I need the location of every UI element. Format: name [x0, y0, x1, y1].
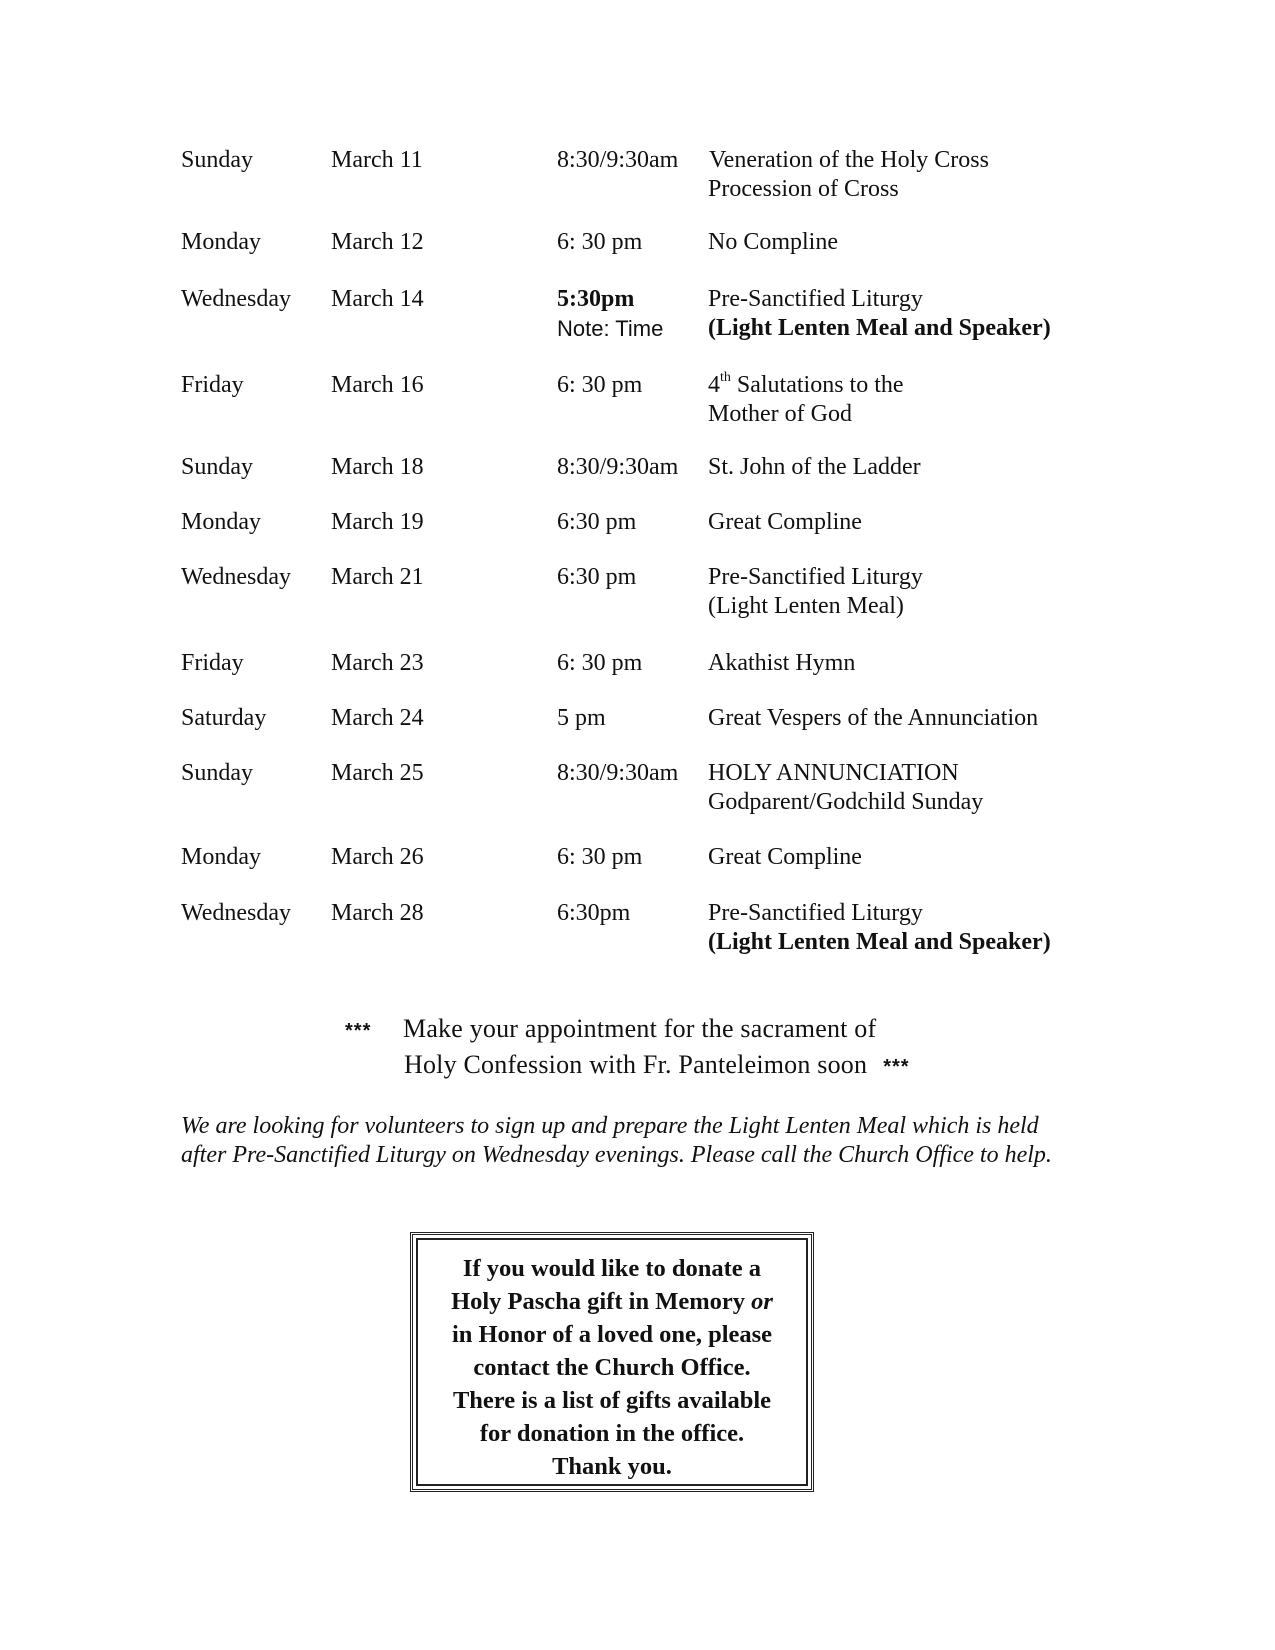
- row-time: 6:30 pm: [557, 564, 637, 590]
- row-date: March 24: [331, 705, 424, 731]
- row-event: [708, 508, 1121, 563]
- row-event: [708, 899, 1121, 959]
- row-time: 5:30pm: [557, 286, 635, 312]
- row-event: [708, 146, 1121, 228]
- schedule-row: [181, 649, 1121, 704]
- donation-line: Thank you.: [552, 1453, 672, 1480]
- row-event: [708, 843, 1121, 899]
- schedule-row: [181, 563, 1121, 649]
- event-line: [708, 371, 1121, 400]
- schedule-row: [181, 285, 1121, 371]
- row-day: Sunday: [181, 760, 253, 786]
- event-line: No Compline: [708, 229, 838, 255]
- schedule-row: [181, 759, 1121, 843]
- event-line: Mother of God: [708, 401, 852, 427]
- asterisks: ***: [883, 1056, 910, 1078]
- event-line: HOLY ANNUNCIATION: [708, 760, 959, 786]
- schedule-row: [181, 899, 1121, 959]
- donation-line: contact the Church Office.: [473, 1354, 751, 1381]
- volunteer-notice: [181, 1112, 1101, 1170]
- confession-notice: [345, 1012, 910, 1084]
- row-date: March 28: [331, 900, 424, 926]
- row-time-block: [557, 285, 708, 371]
- confession-line: [345, 1048, 910, 1084]
- row-day: Wednesday: [181, 286, 292, 312]
- event-line: Great Compline: [708, 509, 862, 535]
- row-day: Sunday: [181, 454, 253, 480]
- paren-open: (: [708, 929, 716, 955]
- donation-line: There is a list of gifts available: [452, 1387, 772, 1414]
- row-time: 8:30/9:30am: [557, 760, 679, 786]
- row-time: 6: 30 pm: [557, 229, 643, 255]
- row-time: 6:30 pm: [557, 509, 637, 535]
- event-line: Pre-Sanctified Liturgy: [708, 564, 923, 590]
- row-event: [708, 228, 1121, 285]
- row-date: March 23: [331, 650, 424, 676]
- row-day: Friday: [181, 650, 244, 676]
- donation-box: [410, 1232, 814, 1492]
- row-date: March 16: [331, 372, 424, 398]
- event-line: St. John of the Ladder: [708, 454, 921, 480]
- event-line: Akathist Hymn: [708, 650, 856, 676]
- row-time: 6: 30 pm: [557, 372, 643, 398]
- row-time: 8:30/9:30am: [557, 147, 679, 173]
- event-line: Godparent/Godchild Sunday: [708, 789, 984, 815]
- schedule-row: [181, 146, 1121, 228]
- row-event: [708, 704, 1121, 759]
- row-event: [708, 649, 1121, 704]
- row-day: Saturday: [181, 705, 267, 731]
- event-line: Great Compline: [708, 844, 862, 870]
- asterisks: ***: [345, 1020, 372, 1042]
- row-time: 5 pm: [557, 705, 606, 731]
- donation-line: If you would like to donate a: [462, 1255, 762, 1282]
- ordinal-suffix: th: [720, 370, 731, 385]
- row-date: March 18: [331, 454, 424, 480]
- donation-text-part: Holy Pascha gift in Memory: [451, 1288, 752, 1315]
- row-time: 6: 30 pm: [557, 650, 643, 676]
- schedule-row: [181, 228, 1121, 285]
- row-event: [708, 563, 1121, 649]
- donation-emphasis: or: [751, 1288, 773, 1315]
- event-emphasis: Light Lenten Meal and Speaker: [716, 929, 1043, 955]
- row-date: March 25: [331, 760, 424, 786]
- row-day: Monday: [181, 229, 261, 255]
- confession-line: [345, 1012, 910, 1048]
- row-date: March 26: [331, 844, 424, 870]
- volunteer-line: We are looking for volunteers to sign up and prepare the Light Lenten Meal which is held: [181, 1113, 1039, 1139]
- paren-close: ): [1042, 929, 1051, 955]
- service-schedule: [181, 146, 1121, 959]
- row-event: [708, 371, 1121, 453]
- row-date: March 11: [331, 147, 423, 173]
- schedule-row: [181, 508, 1121, 563]
- event-line: Veneration of the Holy Cross: [709, 147, 989, 173]
- time-note: Note: Time: [557, 316, 664, 341]
- paren-close: ): [1042, 315, 1051, 341]
- paren-open: (: [708, 315, 716, 341]
- donation-line: [418, 1285, 806, 1318]
- event-line: [708, 928, 1121, 957]
- event-line: Pre-Sanctified Liturgy: [708, 286, 923, 312]
- row-event: [708, 285, 1121, 371]
- confession-text: Make your appointment for the sacrament of: [403, 1014, 877, 1043]
- schedule-row: [181, 843, 1121, 899]
- row-date: March 12: [331, 229, 424, 255]
- row-date: March 21: [331, 564, 424, 590]
- donation-line: in Honor of a loved one, please: [451, 1321, 773, 1348]
- row-day: Monday: [181, 509, 261, 535]
- row-time: 6:30pm: [557, 900, 631, 926]
- schedule-row: [181, 371, 1121, 453]
- row-day: Friday: [181, 372, 244, 398]
- row-day: Sunday: [181, 147, 253, 173]
- volunteer-line: after Pre-Sanctified Liturgy on Wednesday evenings. Please call the Church Office to help.: [181, 1142, 1052, 1168]
- schedule-row: [181, 704, 1121, 759]
- donation-text: [416, 1238, 808, 1486]
- row-event: [708, 759, 1121, 843]
- donation-line: for donation in the office.: [479, 1420, 745, 1447]
- event-ordinal: 4: [708, 372, 720, 398]
- event-line: Procession of Cross: [708, 176, 899, 202]
- event-emphasis: Light Lenten Meal and Speaker: [716, 315, 1043, 341]
- row-day: Wednesday: [181, 900, 292, 926]
- row-time: 8:30/9:30am: [557, 454, 679, 480]
- row-day: Wednesday: [181, 564, 292, 590]
- schedule-row: [181, 453, 1121, 508]
- event-text: Salutations to the: [730, 372, 904, 398]
- event-line: [708, 314, 1121, 343]
- row-date: March 19: [331, 509, 424, 535]
- event-line: (Light Lenten Meal): [708, 593, 904, 619]
- row-day: Monday: [181, 844, 261, 870]
- row-time: 6: 30 pm: [557, 844, 643, 870]
- confession-text: Holy Confession with Fr. Panteleimon soon: [404, 1050, 868, 1079]
- event-line: Great Vespers of the Annunciation: [708, 705, 1039, 731]
- row-date: March 14: [331, 286, 424, 312]
- event-line: Pre-Sanctified Liturgy: [708, 900, 923, 926]
- row-event: [708, 453, 1121, 508]
